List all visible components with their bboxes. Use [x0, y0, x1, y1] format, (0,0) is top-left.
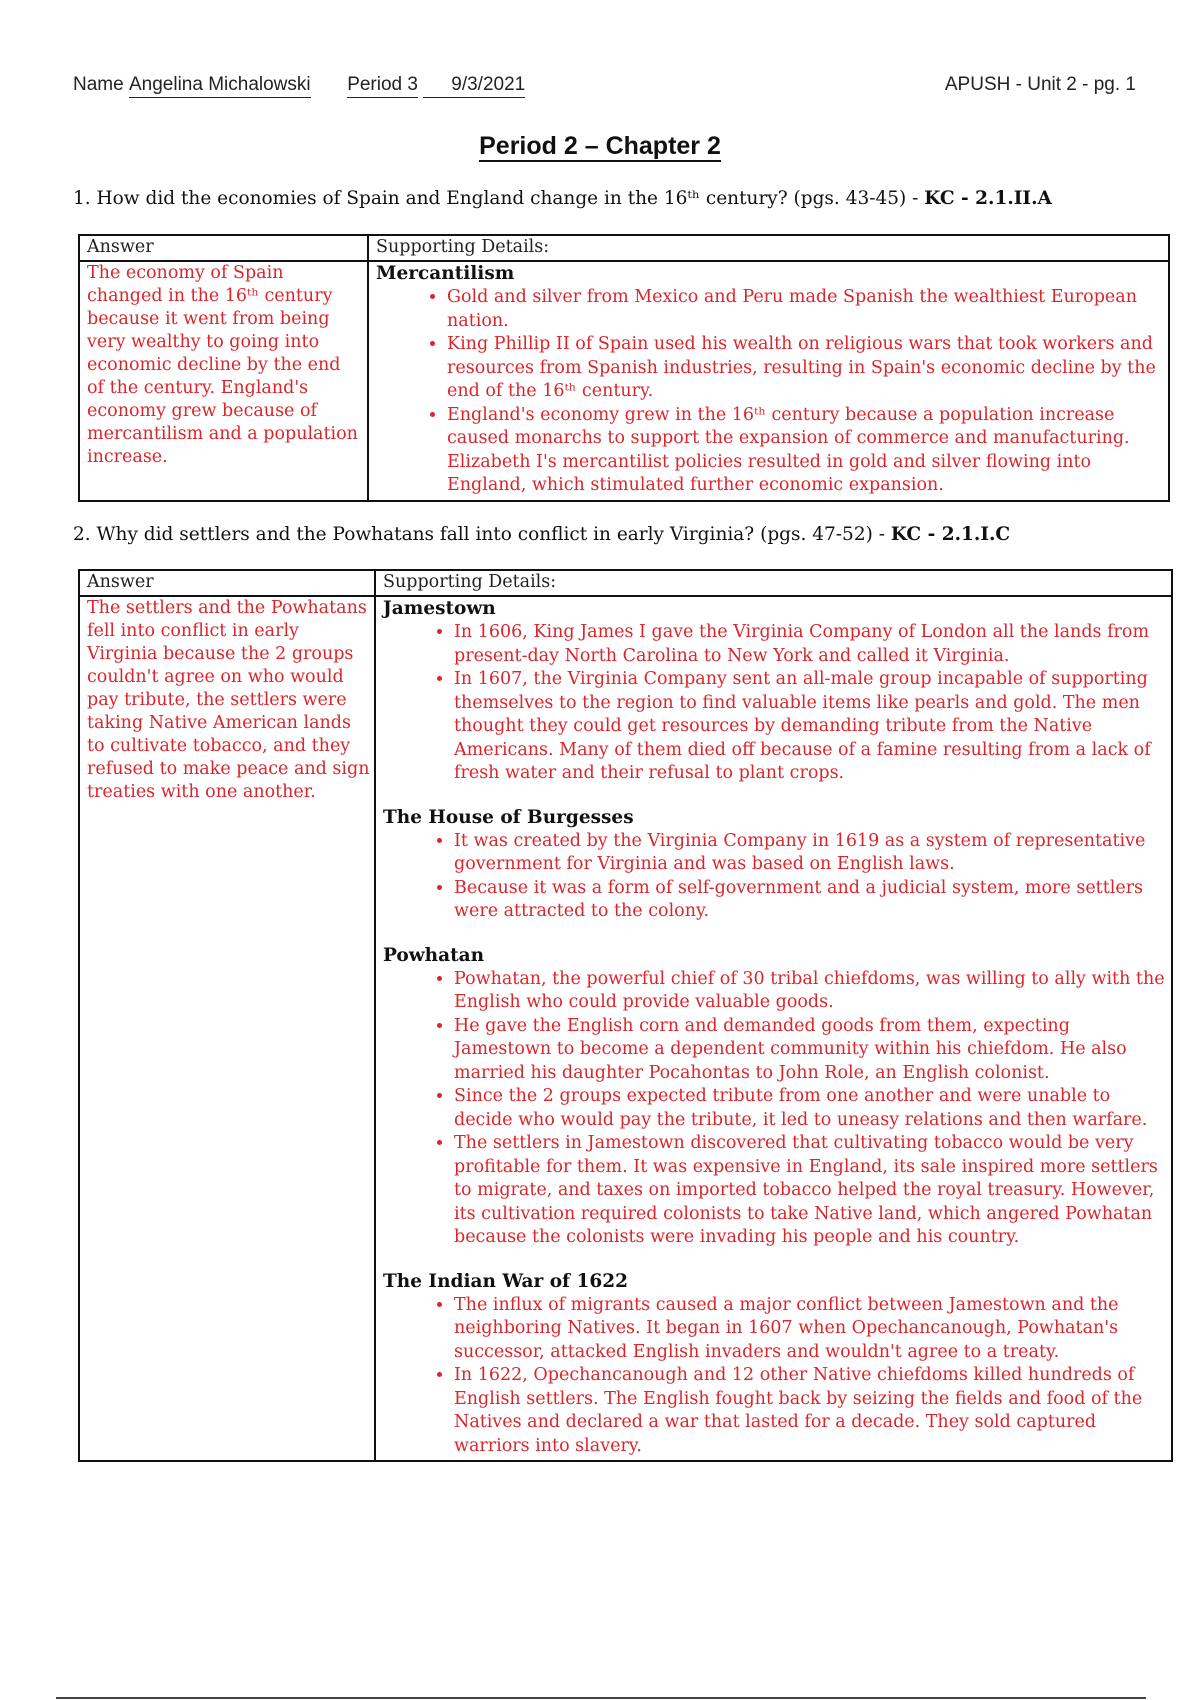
question-1-text: 1. How did the economies of Spain and England change in the 16ᵗʰ century? (pgs. 43-45) - — [73, 188, 925, 209]
date: 9/3/2021 — [423, 74, 525, 98]
section-heading: The House of Burgesses — [383, 806, 634, 828]
list-item: • It was created by the Virginia Company in 1619 as a system of representative government for Virginia and was based on English laws. — [454, 830, 1167, 877]
list-item: • The influx of migrants caused a major conflict between Jamestown and the neighboring Natives. It began in 1607 when Opechancanough, Powhatan's successor, attacked English invaders and wouldn't agree to a treaty. — [454, 1294, 1167, 1365]
table-row — [79, 261, 1169, 501]
question-2-text: 2. Why did settlers and the Powhatans fall into conflict in early Virginia? (pgs. 47-52) - — [73, 524, 891, 545]
question-2 — [73, 524, 1010, 545]
name-label: Name — [73, 74, 124, 95]
list-item: • England's economy grew in the 16ᵗʰ century because a population increase caused monarchs to support the expansion of commerce and manufacturing. Elizabeth I's mercantilist policies resulted in gold and silver flowing into England, which stimulated further economic expansion. — [447, 404, 1164, 498]
page-title: Period 2 – Chapter 2 — [479, 132, 721, 160]
list-item: • Gold and silver from Mexico and Peru made Spanish the wealthiest European nation. — [447, 286, 1164, 333]
list-item: • In 1622, Opechancanough and 12 other Native chiefdoms killed hundreds of English settlers. The English fought back by seizing the fields and food of the Natives and declared a war that lasted for a decade. They sold captured warriors into slavery. — [454, 1364, 1167, 1458]
section-spacer — [383, 1250, 1167, 1270]
answer-cell: The economy of Spain changed in the 16ᵗʰ century because it went from being very wealthy to going into economic decline by the end of the century. England's economy grew because of mercantilism and a population increase. — [79, 261, 368, 501]
question-2-table — [78, 569, 1173, 1462]
details-container — [383, 597, 1167, 1458]
answer-header: Answer — [79, 570, 375, 596]
details-container — [376, 262, 1164, 498]
bullet-list — [383, 968, 1167, 1250]
list-item: • Since the 2 groups expected tribute from one another and were unable to decide who would pay the tribute, it led to uneasy relations and then warfare. — [454, 1085, 1167, 1132]
course-page-label: APUSH - Unit 2 - pg. 1 — [944, 74, 1136, 95]
class-period: Period 3 — [347, 74, 418, 98]
table-row — [79, 596, 1172, 1461]
question-1-kc: KC - 2.1.II.A — [924, 188, 1052, 209]
answer-header: Answer — [79, 235, 368, 261]
table-header-row — [79, 570, 1172, 596]
list-item: • Because it was a form of self-government and a judicial system, more settlers were attracted to the colony. — [454, 877, 1167, 924]
details-header: Supporting Details: — [368, 235, 1169, 261]
section-spacer — [383, 924, 1167, 944]
bullet-list — [383, 621, 1167, 786]
section-heading: The Indian War of 1622 — [383, 1270, 628, 1292]
question-1 — [73, 188, 1052, 209]
details-cell — [375, 596, 1172, 1461]
details-cell — [368, 261, 1169, 501]
bullet-list — [383, 1294, 1167, 1459]
list-item: • He gave the English corn and demanded goods from them, expecting Jamestown to become a dependent community within his chiefdom. He also married his daughter Pocahontas to John Role, an English colonist. — [454, 1015, 1167, 1086]
section-spacer — [383, 786, 1167, 806]
list-item: • Powhatan, the powerful chief of 30 tribal chiefdoms, was willing to ally with the English who could provide valuable goods. — [454, 968, 1167, 1015]
section-heading: Powhatan — [383, 944, 485, 966]
answer-cell: The settlers and the Powhatans fell into conflict in early Virginia because the 2 groups couldn't agree on who would pay tribute, the settlers were taking Native American lands to cultivate tobacco, and they refused to make peace and sign treaties with one another. — [79, 596, 375, 1461]
details-header: Supporting Details: — [375, 570, 1172, 596]
table-header-row — [79, 235, 1169, 261]
bullet-list — [376, 286, 1164, 498]
list-item: • King Phillip II of Spain used his wealth on religious wars that took workers and resources from Spanish industries, resulting in Spain's economic decline by the end of the 16ᵗʰ century. — [447, 333, 1164, 404]
page-header — [73, 74, 1136, 100]
bullet-list — [383, 830, 1167, 924]
list-item: • In 1607, the Virginia Company sent an all-male group incapable of supporting themselves to the region to find valuable items like pearls and gold. The men thought they could get resources by demanding tribute from the Native Americans. Many of them died off because of a famine resulting from a lack of fresh water and their refusal to plant crops. — [454, 668, 1167, 786]
question-2-kc: KC - 2.1.I.C — [890, 524, 1011, 545]
section-heading: Mercantilism — [376, 263, 515, 284]
question-1-table — [78, 234, 1170, 502]
student-name: Angelina Michalowski — [129, 74, 311, 98]
list-item: • The settlers in Jamestown discovered that cultivating tobacco would be very profitable for them. It was expensive in England, its sale inspired more settlers to migrate, and taxes on imported tobacco helped the royal treasury. However, its cultivation required colonists to take Native land, which angered Powhatan because the colonists were invading his people and his country. — [454, 1132, 1167, 1250]
section-heading: Jamestown — [383, 598, 496, 619]
page-bottom-rule — [56, 1697, 1146, 1699]
list-item: • In 1606, King James I gave the Virginia Company of London all the lands from present-day North Carolina to New York and called it Virginia. — [454, 621, 1167, 668]
